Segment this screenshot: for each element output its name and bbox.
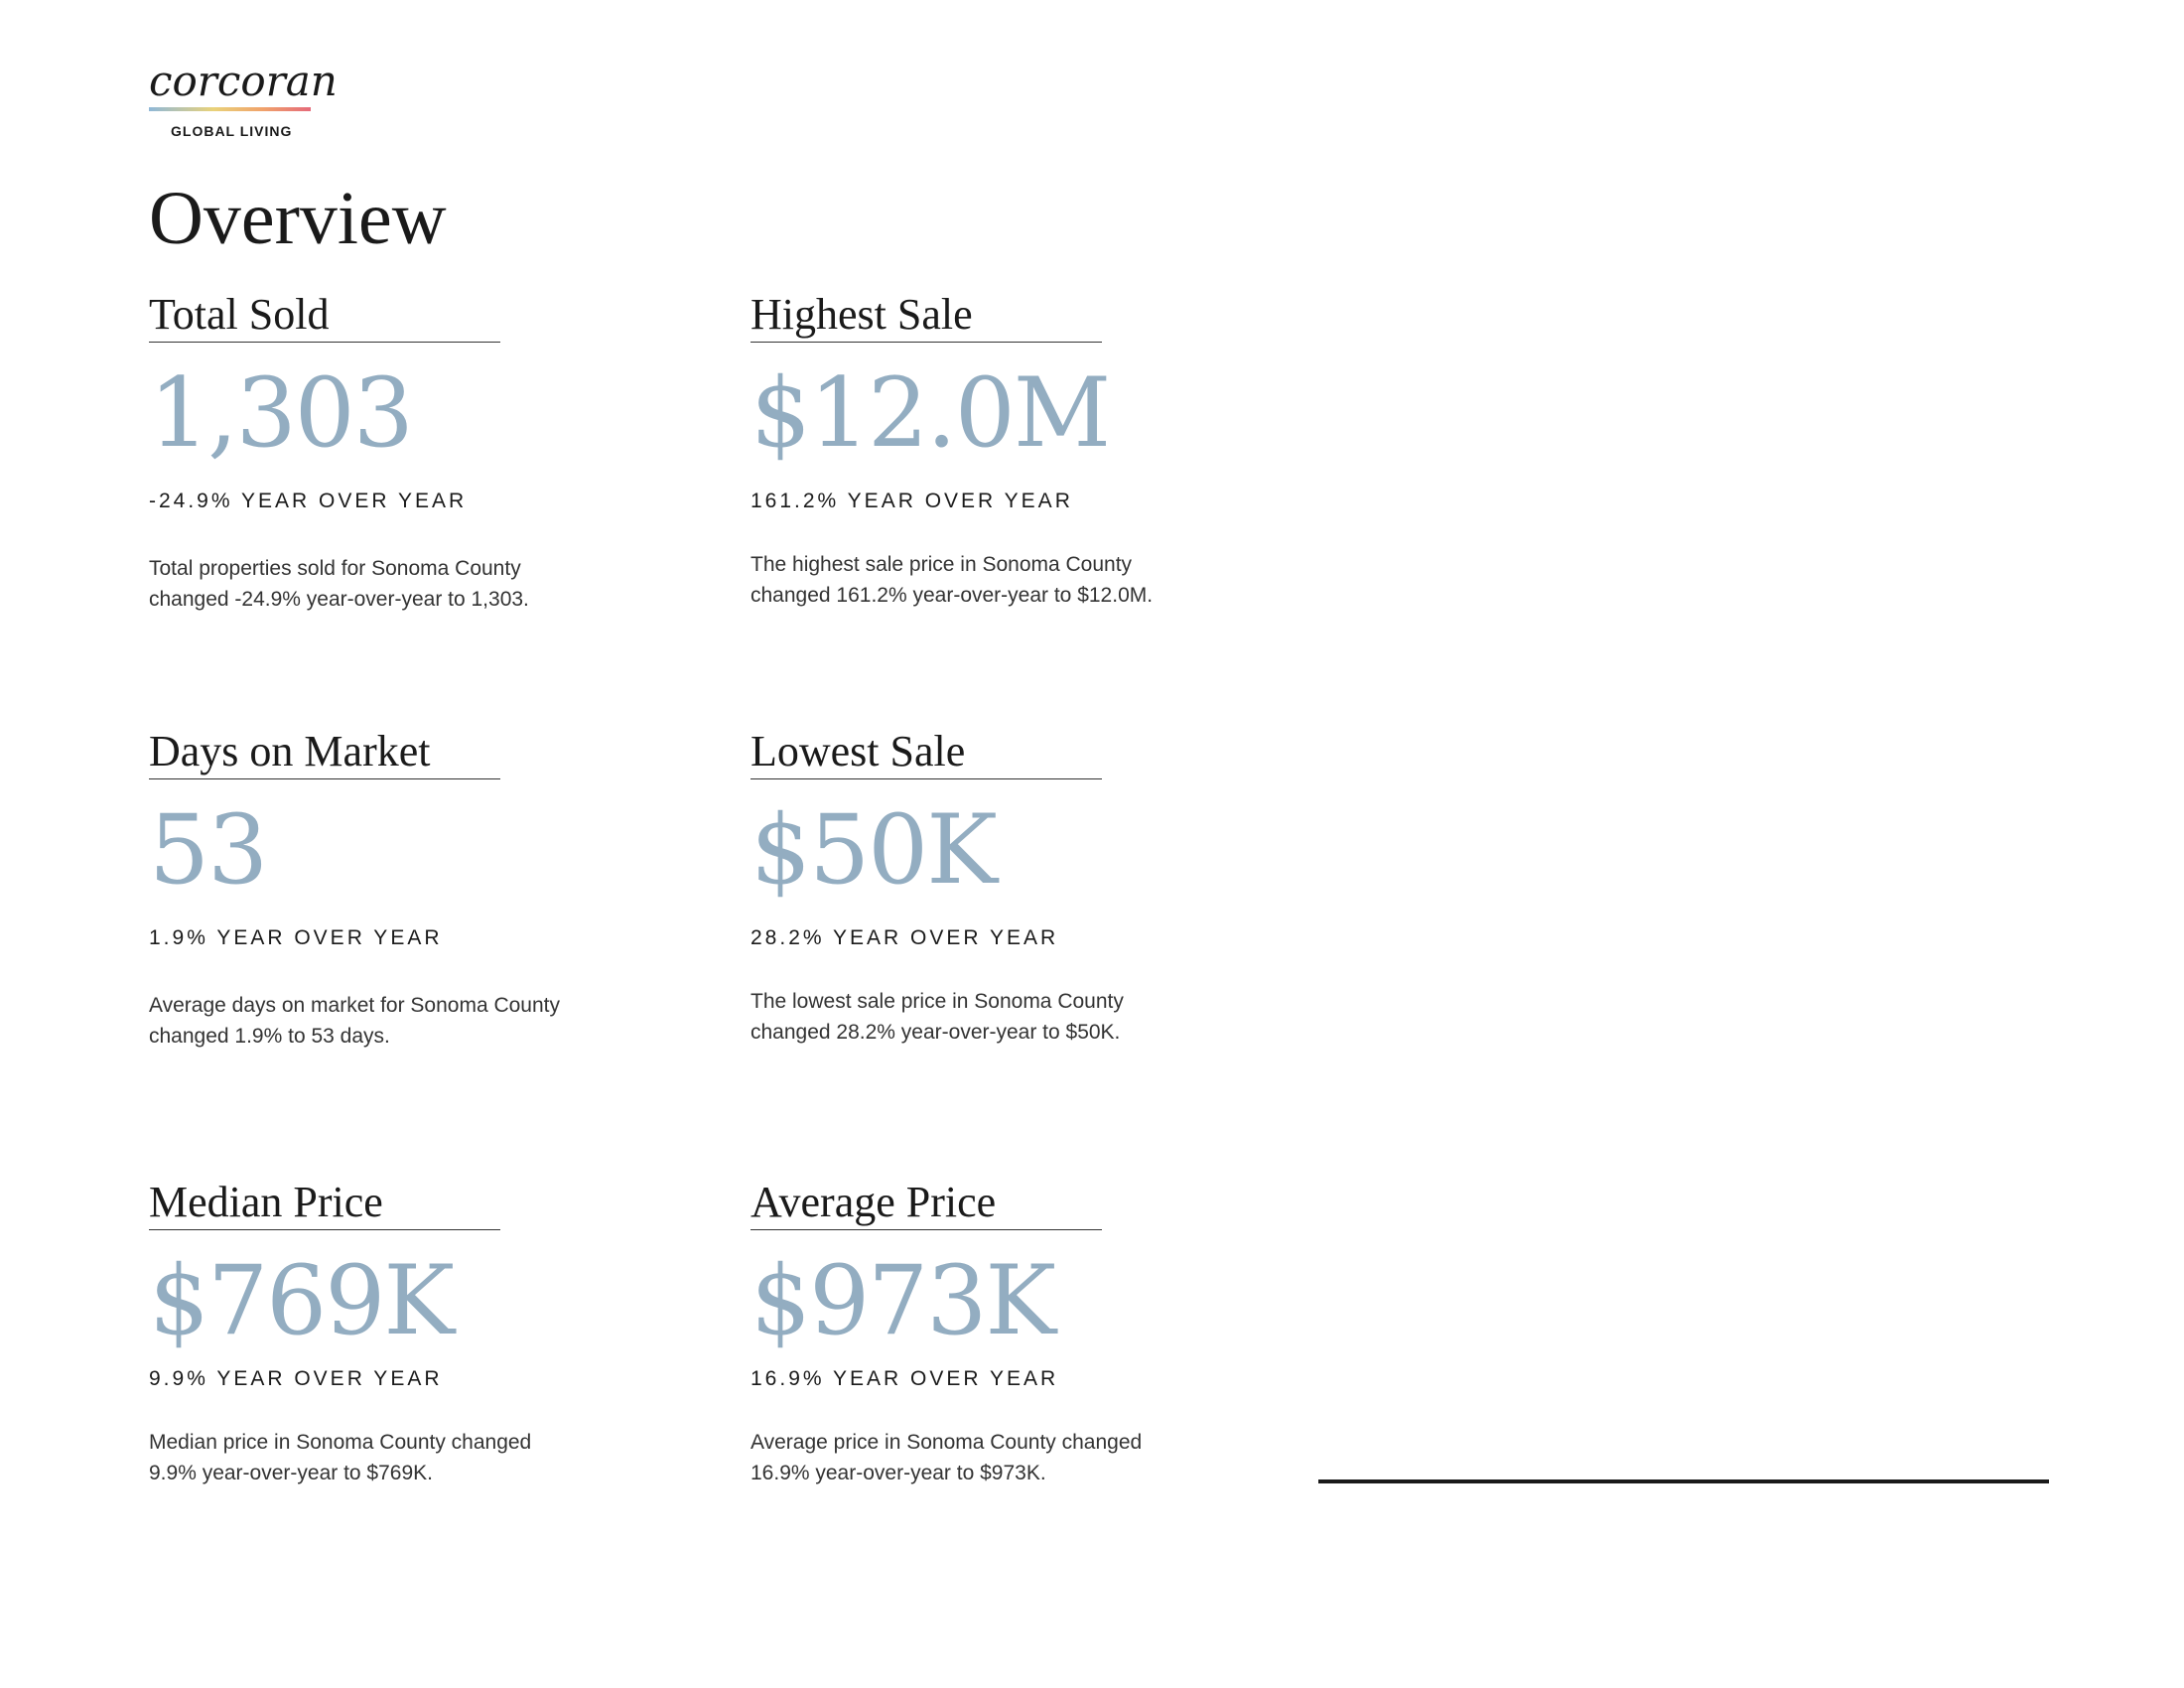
stat-description: Total properties sold for Sonoma County changed -24.9% year-over-year to 1,303.: [149, 557, 529, 611]
stat-highest-sale: [751, 290, 1207, 611]
stat-yoy-change: 161.2% YEAR OVER YEAR: [751, 490, 1073, 512]
stat-median-price: [149, 1178, 606, 1488]
stat-description: The lowest sale price in Sonoma County changed 28.2% year-over-year to $50K.: [751, 990, 1124, 1044]
stat-total-sold: [149, 290, 606, 615]
stat-value: $973K: [751, 1245, 1055, 1356]
stat-yoy-change: -24.9% YEAR OVER YEAR: [149, 490, 468, 512]
stat-value: $12.0M: [751, 357, 1110, 469]
stat-value: $50K: [751, 794, 996, 906]
logo-wordmark: corcoran: [149, 57, 338, 105]
logo-gradient-bar: [149, 107, 311, 111]
stat-value: $769K: [149, 1245, 454, 1356]
stat-title: Median Price: [149, 1178, 500, 1230]
stat-days-on-market: [149, 727, 606, 1052]
stat-yoy-change: 1.9% YEAR OVER YEAR: [149, 926, 443, 949]
stat-description: Average days on market for Sonoma County changed 1.9% to 53 days.: [149, 994, 561, 1048]
stat-yoy-change: 9.9% YEAR OVER YEAR: [149, 1367, 443, 1390]
stat-yoy-change: 28.2% YEAR OVER YEAR: [751, 926, 1059, 949]
stat-title: Highest Sale: [751, 290, 1102, 343]
stat-lowest-sale: [751, 727, 1207, 1048]
stat-description: Median price in Sonoma County changed 9.9% year-over-year to $769K.: [149, 1431, 532, 1484]
stat-value: 53: [149, 794, 267, 906]
logo-tagline: GLOBAL LIVING: [171, 123, 293, 139]
page-title: Overview: [149, 177, 447, 260]
stat-title: Lowest Sale: [751, 727, 1102, 779]
stat-title: Average Price: [751, 1178, 1102, 1230]
stat-description: The highest sale price in Sonoma County changed 161.2% year-over-year to $12.0M.: [751, 553, 1154, 607]
stat-description: Average price in Sonoma County changed 16.9% year-over-year to $973K.: [751, 1431, 1143, 1484]
stat-yoy-change: 16.9% YEAR OVER YEAR: [751, 1367, 1059, 1390]
stat-average-price: [751, 1178, 1207, 1488]
corcoran-logo: [149, 57, 338, 139]
stat-title: Total Sold: [149, 290, 500, 343]
stat-title: Days on Market: [149, 727, 500, 779]
divider-line: [1318, 1479, 2049, 1483]
stat-value: 1,303: [149, 357, 412, 469]
